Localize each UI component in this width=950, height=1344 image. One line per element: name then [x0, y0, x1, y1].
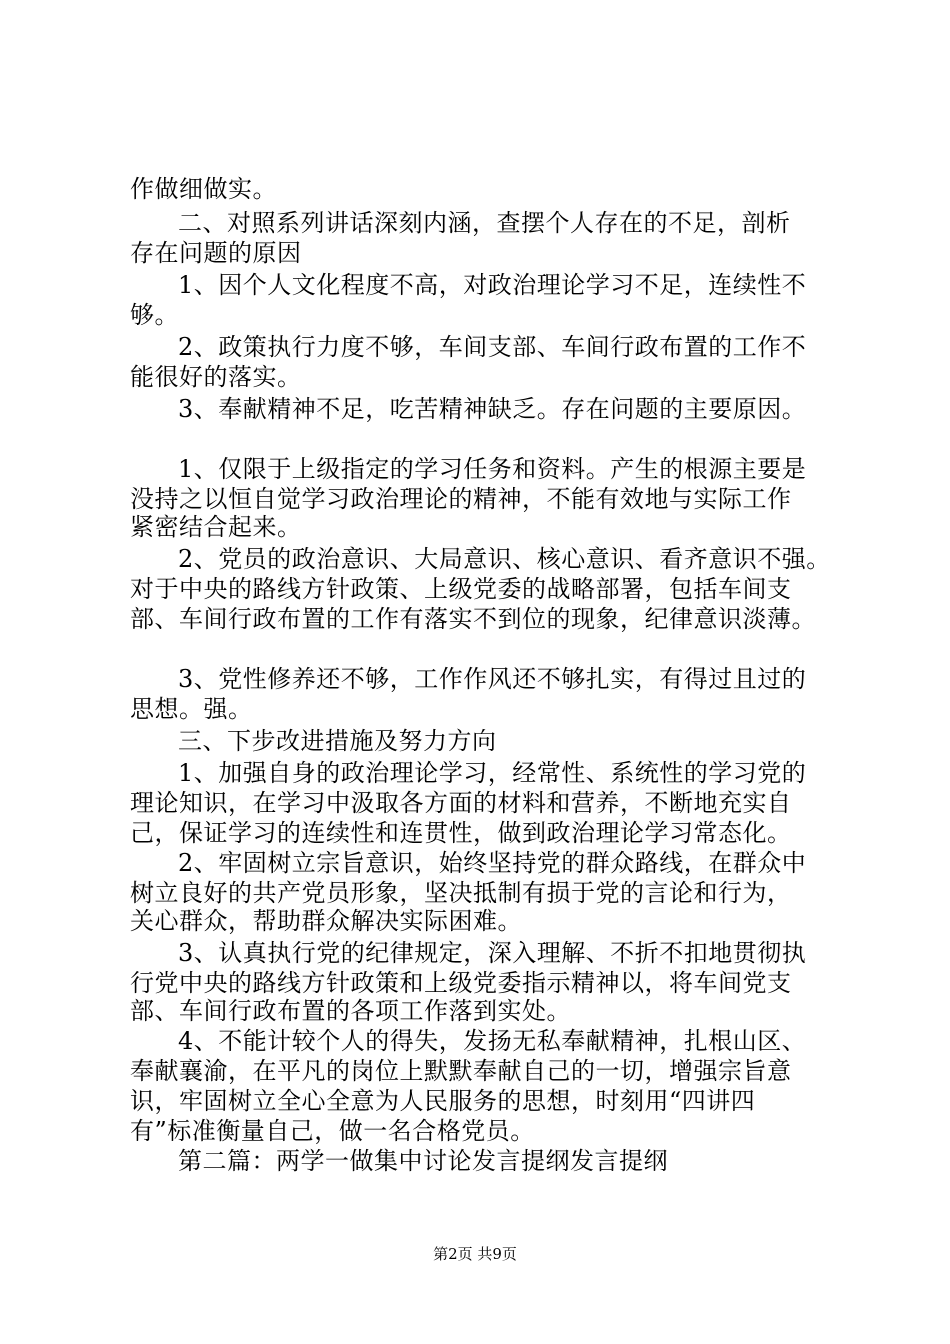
text-line: 紧密结合起来。 [130, 513, 302, 541]
text-line: 作做细做实。 [130, 175, 277, 203]
text-line: 识，牢固树立全心全意为人民服务的思想，时刻用“四讲四 [130, 1087, 756, 1115]
text-line: 1、因个人文化程度不高，对政治理论学习不足，连续性不 [178, 271, 807, 299]
section-heading: 三、下步改进措施及努力方向 [178, 727, 497, 755]
text-line: 3、党性修养还不够，工作作风还不够扎实，有得过且过的 [178, 665, 807, 693]
text-line: 1、仅限于上级指定的学习任务和资料。产生的根源主要是 [178, 455, 807, 483]
text-line: 2、党员的政治意识、大局意识、核心意识、看齐意识不强。 [178, 545, 831, 573]
text-line: 树立良好的共产党员形象，坚决抵制有损于党的言论和行为， [130, 879, 792, 907]
text-line: 3、认真执行党的纪律规定，深入理解、不折不扣地贯彻执 [178, 939, 807, 967]
text-line: 对于中央的路线方针政策、上级党委的战略部署，包括车间支 [130, 575, 792, 603]
section-heading: 二、对照系列讲话深刻内涵，查摆个人存在的不足，剖析 [178, 209, 791, 237]
text-line: 思想。强。 [130, 695, 253, 723]
text-line: 没持之以恒自觉学习政治理论的精神，不能有效地与实际工作 [130, 485, 792, 513]
text-line: 部、车间行政布置的各项工作落到实处。 [130, 997, 571, 1025]
text-line: 够。 [130, 301, 179, 329]
text-line: 己，保证学习的连续性和连贯性，做到政治理论学习常态化。 [130, 819, 792, 847]
text-line: 2、政策执行力度不够，车间支部、车间行政布置的工作不 [178, 333, 807, 361]
text-line: 能很好的落实。 [130, 363, 302, 391]
page-number: 第2页 共9页 [433, 1245, 517, 1263]
text-line: 有”标准衡量自己，做一名合格党员。 [130, 1117, 535, 1145]
text-line: 部、车间行政布置的工作有落实不到位的现象，纪律意识淡薄。 [130, 605, 816, 633]
text-line: 2、牢固树立宗旨意识，始终坚持党的群众路线，在群众中 [178, 849, 807, 877]
text-line: 理论知识，在学习中汲取各方面的材料和营养，不断地充实自 [130, 789, 792, 817]
text-line: 3、奉献精神不足，吃苦精神缺乏。存在问题的主要原因。 [178, 395, 807, 423]
text-line: 4、不能计较个人的得失，发扬无私奉献精神，扎根山区、 [178, 1027, 807, 1055]
text-line: 存在问题的原因 [130, 239, 302, 267]
text-line: 奉献襄渝，在平凡的岗位上默默奉献自己的一切，增强宗旨意 [130, 1057, 792, 1085]
text-line: 关心群众，帮助群众解决实际困难。 [130, 907, 522, 935]
text-line: 1、加强自身的政治理论学习，经常性、系统性的学习党的 [178, 759, 807, 787]
text-line: 行党中央的路线方针政策和上级党委指示精神以，将车间党支 [130, 969, 792, 997]
section-heading: 第二篇：两学一做集中讨论发言提纲发言提纲 [178, 1147, 668, 1175]
